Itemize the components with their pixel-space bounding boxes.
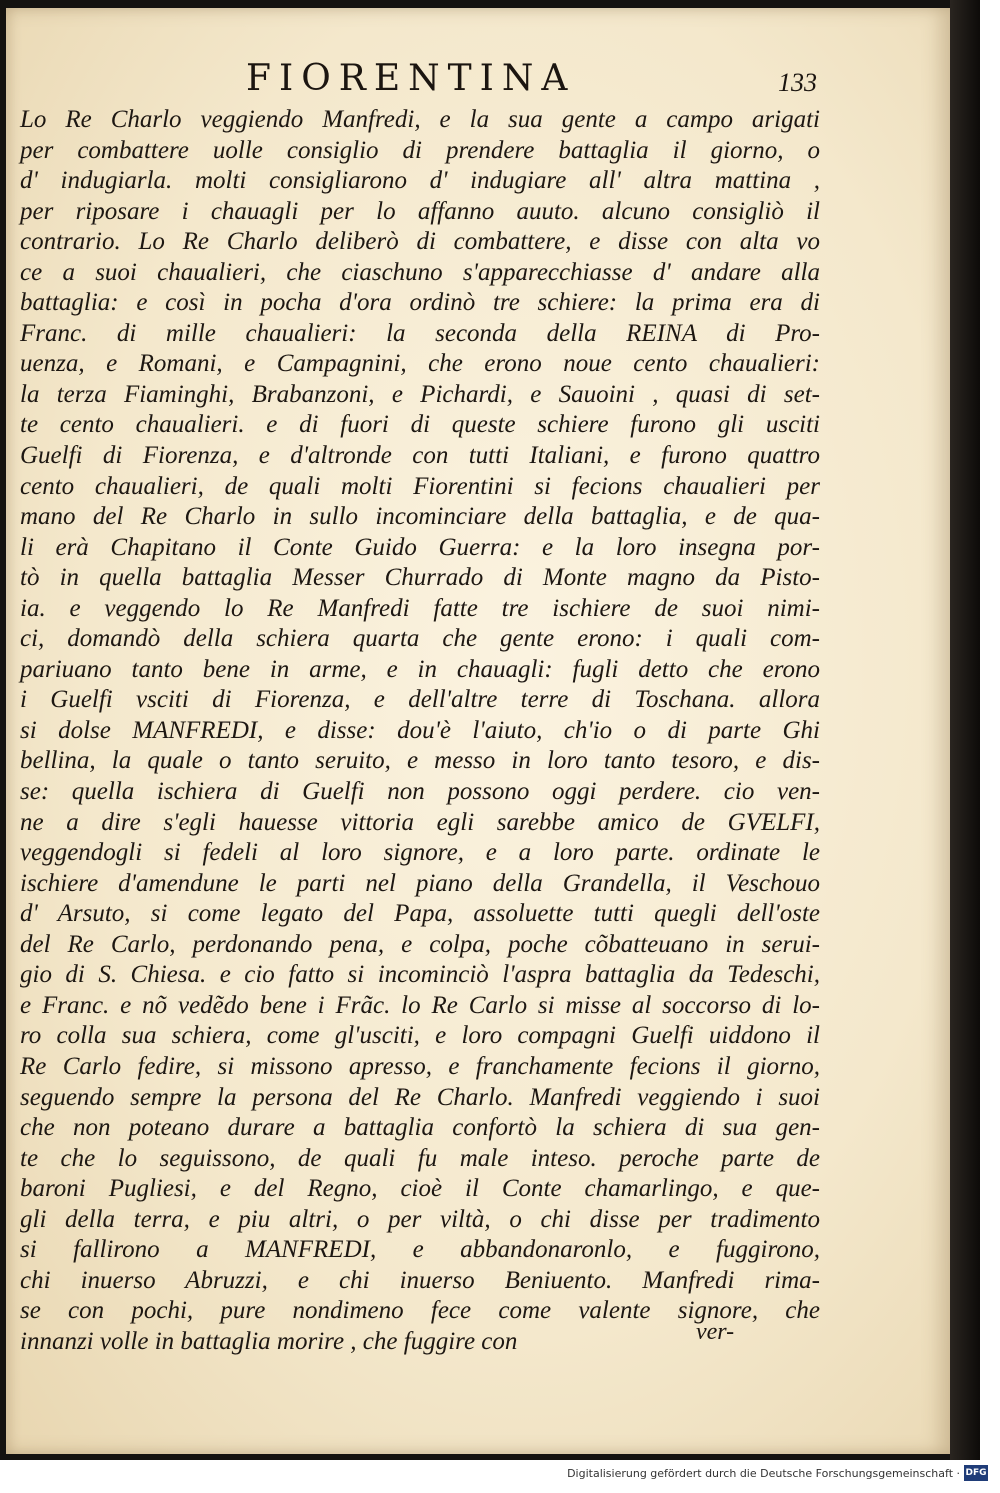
text-line: Lo Re Charlo veggiendo Manfredi, e la sua gente a campo arigati bbox=[20, 106, 820, 133]
text-line: te che lo seguissono, de quali fu male inteso. peroche parte de bbox=[20, 1144, 820, 1172]
dfg-logo: DFG bbox=[964, 1465, 988, 1481]
text-line: per combattere uolle consiglio di prendere battaglia il giorno, o bbox=[20, 136, 820, 164]
text-line: ia. e veggendo lo Re Manfredi fatte tre ischiere de suoi nimi- bbox=[20, 594, 820, 622]
text-line: che non poteano durare a battaglia confortò la schiera di sua gen- bbox=[20, 1114, 820, 1142]
text-line: innanzi volle in battaglia morire , che fuggire con bbox=[20, 1327, 518, 1355]
text-line: li erà Chapitano il Conte Guido Guerra: e la loro insegna por- bbox=[20, 533, 820, 561]
running-head: FIORENTINA bbox=[246, 58, 576, 99]
text-line: si dolse MANFREDI, e disse: dou'è l'aiuto, ch'io o di parte Ghi bbox=[20, 716, 820, 744]
text-line: mano del Re Charlo in sullo incominciare della battaglia, e de qua- bbox=[20, 503, 820, 531]
text-line: chi inuerso Abruzzi, e chi inuerso Beniuento. Manfredi rima- bbox=[20, 1266, 820, 1294]
text-line: cento chaualieri, de quali molti Fiorentini si fecions chaualieri per bbox=[20, 472, 820, 500]
footer-bar bbox=[0, 1460, 1000, 1493]
text-line: Re Carlo fedire, si missono apresso, e franchamente fecions il giorno, bbox=[20, 1052, 820, 1080]
text-line: gli della terra, e piu altri, o per viltà, o chi disse per tradimento bbox=[20, 1205, 820, 1233]
text-line: ischiere d'amendune le parti nel piano della Grandella, il Veschouo bbox=[20, 869, 820, 897]
text-line: bellina, la quale o tanto seruito, e messo in loro tanto tesoro, e dis- bbox=[20, 747, 820, 775]
text-line: gio di S. Chiesa. e cio fatto si incominciò l'aspra battaglia da Tedeschi, bbox=[20, 961, 820, 989]
book-edge bbox=[950, 0, 980, 1460]
text-line: si fallirono a MANFREDI, e abbandonaronlo, e fuggirono, bbox=[20, 1236, 820, 1264]
text-line: d' indugiarla. molti consigliarono d' indugiare all' altra mattina , bbox=[20, 167, 820, 195]
text-line: del Re Carlo, perdonando pena, e colpa, poche cõbatteuano in serui- bbox=[20, 930, 820, 958]
text-line: la terza Fiaminghi, Brabanzoni, e Pichardi, e Sauoini , quasi di set- bbox=[20, 380, 820, 408]
text-line: e Franc. e nõ vedẽdo bene i Frãc. lo Re Carlo si misse al soccorso di lo- bbox=[20, 991, 820, 1019]
text-line: uenza, e Romani, e Campagnini, che erono noue cento chaualieri: bbox=[20, 350, 820, 378]
text-line: Guelfi di Fiorenza, e d'altronde con tutti Italiani, e furono quattro bbox=[20, 442, 820, 470]
text-line: i Guelfi vsciti di Fiorenza, e dell'altre terre di Toschana. allora bbox=[20, 686, 820, 714]
text-line: te cento chaualieri. e di fuori di queste schiere furono gli usciti bbox=[20, 411, 820, 439]
catchword: ver- bbox=[696, 1319, 735, 1345]
text-block bbox=[20, 105, 820, 1357]
text-line: contrario. Lo Re Charlo deliberò di combattere, e disse con alta vo bbox=[20, 228, 820, 256]
book-page bbox=[6, 8, 950, 1454]
text-line: pariuano tanto bene in arme, e in chauagli: fugli detto che erono bbox=[20, 655, 820, 683]
text-line: ro colla sua schiera, come gl'usciti, e loro compagni Guelfi uiddono il bbox=[20, 1022, 820, 1050]
text-line: veggendogli si fedeli al loro signore, e a loro parte. ordinate le bbox=[20, 839, 820, 867]
text-line: tò in quella battaglia Messer Churrado di Monte magno da Pisto- bbox=[20, 564, 820, 592]
text-line: baroni Pugliesi, e del Regno, cioè il Conte chamarlingo, e que- bbox=[20, 1175, 820, 1203]
text-line: ne a dire s'egli hauesse vittoria egli sarebbe amico de GVELFI, bbox=[20, 808, 820, 836]
text-line: Franc. di mille chaualieri: la seconda della REINA di Pro- bbox=[20, 319, 820, 347]
text-line: per riposare i chauagli per lo affanno auuto. alcuno consigliò il bbox=[20, 197, 820, 225]
text-line: ce a suoi chaualieri, che ciaschuno s'apparecchiasse d' andare alla bbox=[20, 258, 820, 286]
text-line: battaglia: e così in pocha d'ora ordinò tre schiere: la prima era di bbox=[20, 289, 820, 317]
text-line: se: quella ischiera di Guelfi non possono oggi perdere. cio ven- bbox=[20, 778, 820, 806]
folio-number: 133 bbox=[778, 68, 817, 97]
text-line: d' Arsuto, si come legato del Papa, assoluette tutti quegli dell'oste bbox=[20, 900, 820, 928]
text-line: ci, domandò della schiera quarta che gente erono: i quali com- bbox=[20, 625, 820, 653]
text-line: seguendo sempre la persona del Re Charlo. Manfredi veggiendo i suoi bbox=[20, 1083, 820, 1111]
funding-note: Digitalisierung gefördert durch die Deutsche Forschungsgemeinschaft · bbox=[567, 1467, 960, 1480]
text-line: se con pochi, pure nondimeno fece come valente signore, che bbox=[20, 1297, 820, 1325]
